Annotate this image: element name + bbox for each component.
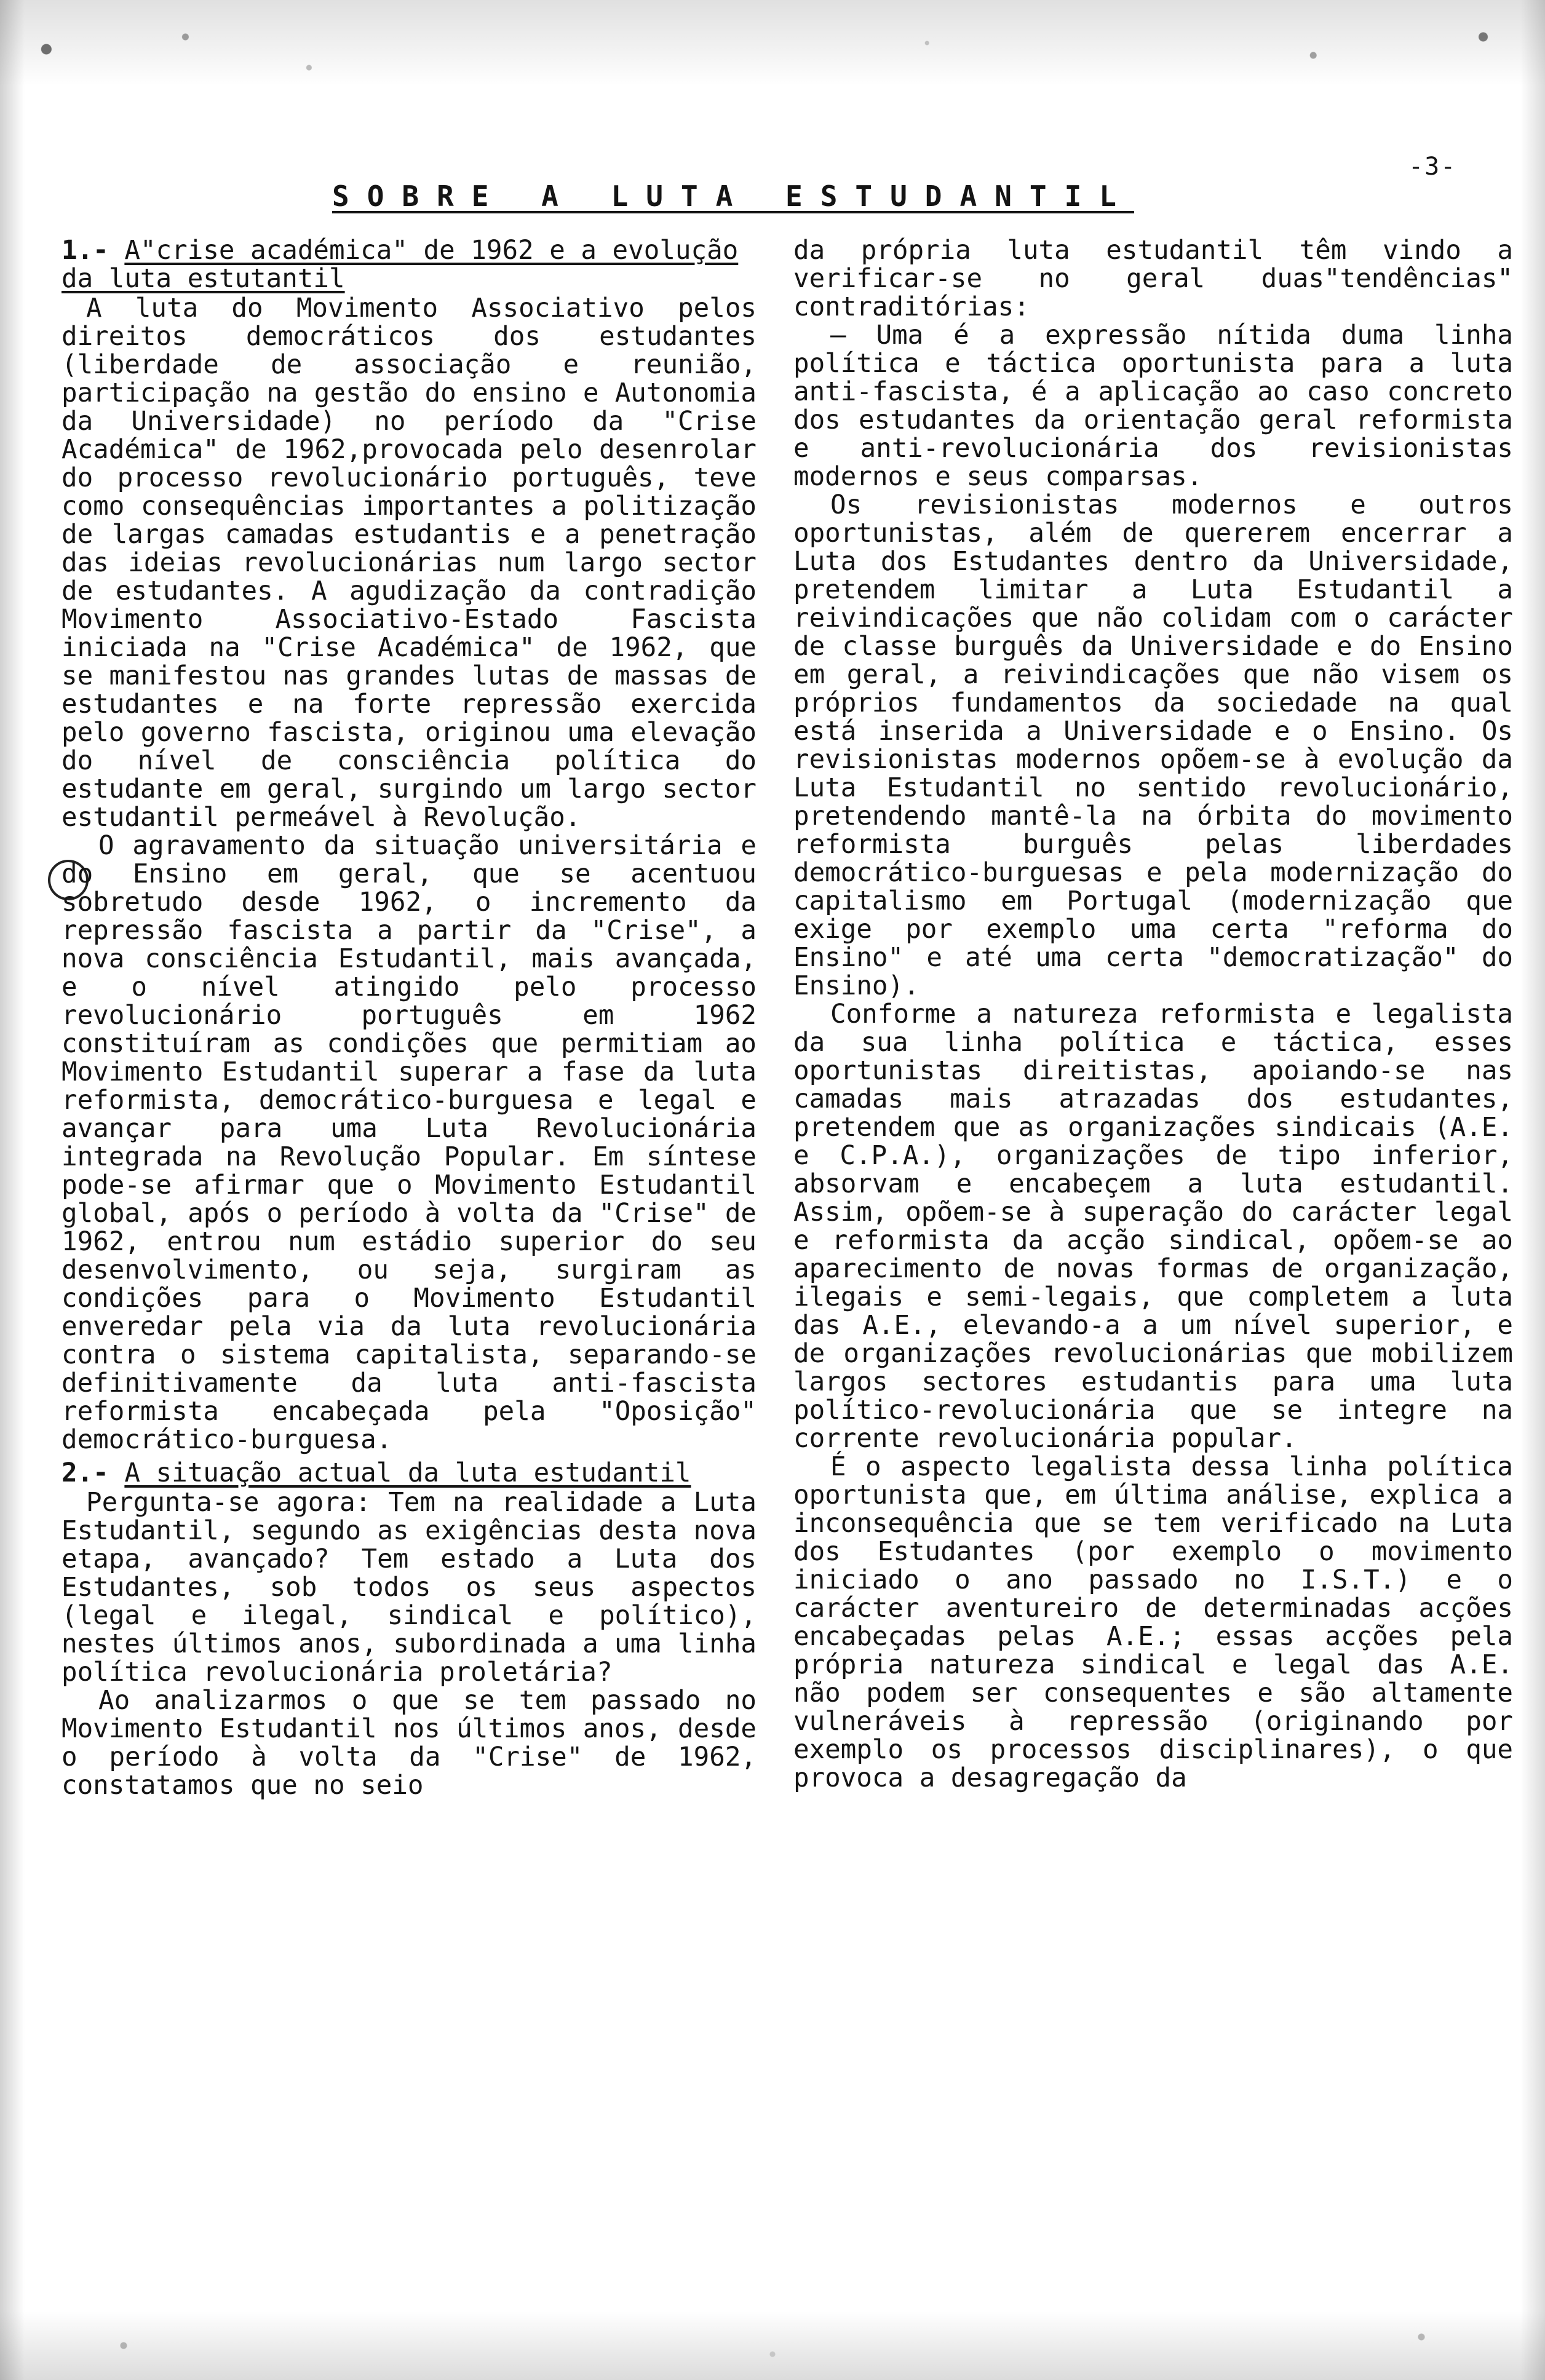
section-1-number: 1.-: [62, 236, 109, 266]
right-paragraph-3: Os revisionistas modernos e outros oportunistas, além de quererem encerrar a Luta dos Estudantes dentro da Universidade, pretendem limitar a Luta Estudantil a reivindicações que não colidam com o carácter de classe burguês da Universidade e do Ensino em geral, a reivindicações que não visem os próprios fundamentos da sociedade na qual está inserida a Universidade e o Ensino. Os revisionistas modernos opõem-se à evolução da Luta Estudantil no sentido revolucionário, pretendendo mantê-la na órbita do movimento reformista burguês pelas liberdades democrático-burguesas e pela modernização do capitalismo em Portugal (modernização que exige por exemplo uma certa "reforma do Ensino" e até uma certa "democratização" do Ensino).: [793, 490, 1513, 1001]
left-column: [62, 237, 757, 1800]
right-column: [793, 237, 1513, 1793]
scan-noise-top: [0, 0, 1545, 123]
section-2-heading: [62, 1459, 757, 1488]
section-1-heading: [62, 237, 757, 293]
section-2-paragraph-1: Pergunta-se agora: Tem na realidade a Luta Estudantil, segundo as exigências desta nova etapa, avançado? Tem estado a Luta dos Estudantes, sob todos os seus aspectos (legal e ilegal, sindical e político), nestes últimos anos, subordinada a uma linha política revolucionária proletária?: [62, 1488, 757, 1688]
scan-shadow-right: [1520, 0, 1545, 2380]
section-2-number: 2.-: [62, 1458, 109, 1488]
page-number: -3-: [1408, 153, 1457, 181]
right-paragraph-4: Conforme a natureza reformista e legalista da sua linha política e táctica, esses oportunistas direitistas, apoiando-se nas camadas mais atrazadas dos estudantes, pretendem que as organizações sindicais (A.E. e C.P.A.), organizações de tipo inferior, absorvam e encabeçem a luta estudantil. Assim, opõem-se à superação do carácter legal e reformista da acção sindical, opõem-se ao aparecimento de novas formas de organização, ilegais e semi-legais, que completem a luta das A.E., elevando-a a um nível superior, e de organizações revolucionárias que mobilizem largos sectores estudantis para uma luta político-revolucionária que se integre na corrente revolucionária popular.: [793, 999, 1513, 1454]
scan-noise-bottom: [0, 2294, 1545, 2380]
right-paragraph-5: É o aspecto legalista dessa linha política oportunista que, em última análise, explica a inconsequência que se tem verificado na Luta dos Estudantes (por exemplo o movimento iniciado o ano passado no I.S.T.) e o carácter aventureiro de determinadas acções encabeçadas pelas A.E.; essas acções pela própria natureza sindical e legal das A.E. não podem ser consequentes e são altamente vulneráveis à repressão (originando por exemplo os processos disciplinares), o que provoca a desagregação da: [793, 1452, 1513, 1793]
right-paragraph-1: da própria luta estudantil têm vindo a verificar-se no geral duas"tendências" contraditórias:: [793, 236, 1513, 322]
section-2-paragraph-2: Ao analizarmos o que se tem passado no Movimento Estudantil nos últimos anos, desde o período à volta da "Crise" de 1962, constatamos que no seio: [62, 1686, 757, 1801]
section-2-title: A situação actual da luta estudantil: [124, 1458, 691, 1488]
right-paragraph-2: — Uma é a expressão nítida duma linha política e táctica oportunista para a luta anti-fascista, é a aplicação ao caso concreto dos estudantes da orientação geral reformista e anti-revolucionária dos revisionistas modernos e seus comparsas.: [793, 320, 1513, 492]
section-1-paragraph-2: O agravamento da situação universitária e do Ensino em geral, que se acentuou sobretudo desde 1962, o incremento da repressão fascista a partir da "Crise", a nova consciência Estudantil, mais avançada, e o nível atingido pelo processo revolucionário português em 1962 constituíram as condições que permitiam ao Movimento Estudantil superar a fase da luta reformista, democrático-burguesa e legal e avançar para uma Luta Revolucionária integrada na Revolução Popular. Em síntese pode-se afirmar que o Movimento Estudantil global, após o período à volta da "Crise" de 1962, entrou num estádio superior do seu desenvolvimento, ou seja, surgiram as condições para o Movimento Estudantil enveredar pela via da luta revolucionária contra o sistema capitalista, separando-se definitivamente da luta anti-fascista reformista encabeçada pela "Oposição" democrático-burguesa.: [62, 831, 757, 1455]
page-title: SOBRE A LUTA ESTUDANTIL: [332, 180, 1134, 213]
scan-shadow-left: [0, 0, 25, 2380]
section-1-title: A"crise académica" de 1962 e a evolução da luta estutantil: [62, 236, 739, 294]
section-1-paragraph-1: A luta do Movimento Associativo pelos direitos democráticos dos estudantes (liberdade de associação e reunião, participação na gestão do ensino e Autonomia da Universidade) no período da "Crise Académica" de 1962,provocada pelo desenrolar do processo revolucionário português, teve como consequências importantes a politização de largas camadas estudantis e a penetração das ideias revolucionárias num largo sector de estudantes. A agudização da contradição Movimento Associativo-Estado Fascista iniciada na "Crise Académica" de 1962, que se manifestou nas grandes lutas de massas de estudantes e na forte repressão exercida pelo governo fascista, originou uma elevação do nível de consciência política do estudante em geral, surgindo um largo sector estudantil permeável à Revolução.: [62, 293, 757, 833]
